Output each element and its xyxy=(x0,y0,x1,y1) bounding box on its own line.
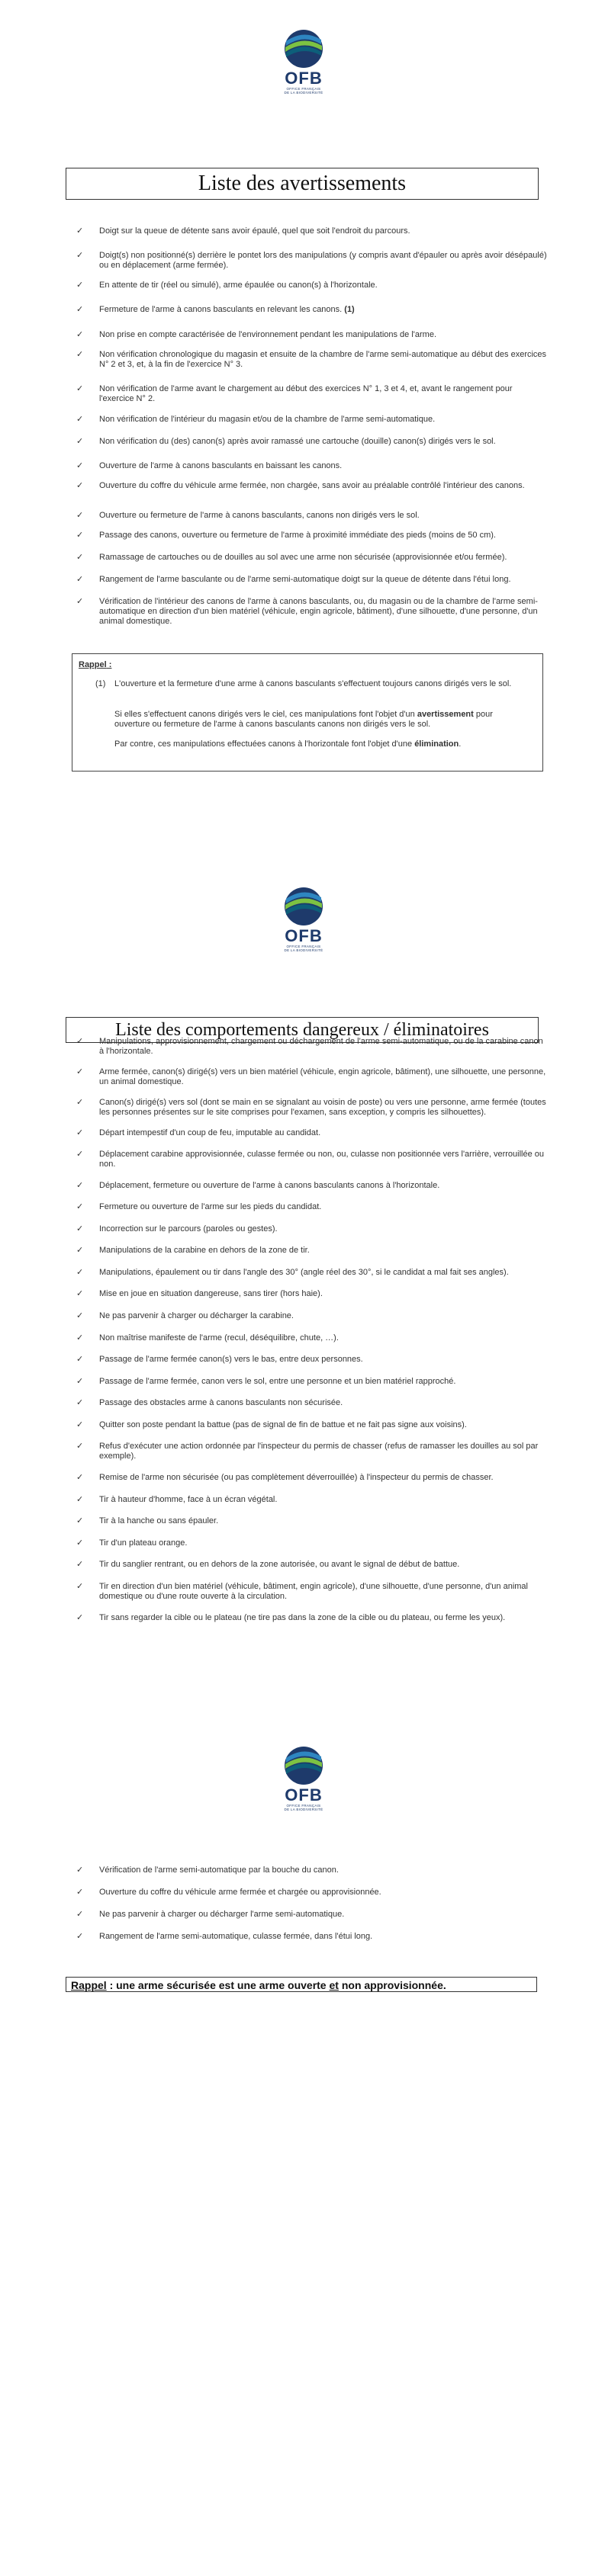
list-item: ✓ Non maîtrise manifeste de l'arme (recul, déséquilibre, chute, …). xyxy=(76,1333,339,1343)
check-icon: ✓ xyxy=(76,1613,84,1622)
logo-subtitle-2: DE LA BIODIVERSITÉ xyxy=(284,91,323,95)
check-icon: ✓ xyxy=(76,461,84,470)
list-item: ✓ Passage des obstacles arme à canons basculants non sécurisée. xyxy=(76,1398,343,1407)
logo-subtitle-2: DE LA BIODIVERSITÉ xyxy=(284,1808,323,1811)
rappel-note-3: Par contre, ces manipulations effectuées canons à l'horizontale font l'objet d'une élimination. xyxy=(114,739,462,749)
check-icon: ✓ xyxy=(76,1037,84,1046)
check-icon: ✓ xyxy=(76,226,84,236)
list-item: ✓ Ouverture de l'arme à canons basculants en baissant les canons. xyxy=(76,461,343,470)
check-icon: ✓ xyxy=(76,1932,84,1941)
logo-subtitle-1: OFFICE FRANÇAIS xyxy=(286,945,321,948)
eliminatoires-list xyxy=(76,1037,549,1634)
rappel-note-2: Si elles s'effectuent canons dirigés vers le ciel, ces manipulations font l'objet d'un avertissement pour ouverture ou fermeture de l'arme à canons basculants canons non dirigés vers le sol. xyxy=(114,710,493,729)
logo-wordmark: OFB xyxy=(285,69,323,88)
check-icon: ✓ xyxy=(76,1311,84,1320)
list-item: ✓ Départ intempestif d'un coup de feu, imputable au candidat. xyxy=(76,1128,321,1137)
check-icon: ✓ xyxy=(76,1442,84,1451)
check-icon: ✓ xyxy=(76,511,84,520)
page-title: Liste des comportements dangereux / éliminatoires xyxy=(66,1017,539,1043)
list-item: ✓ Arme fermée, canon(s) dirigé(s) vers un bien matériel (véhicule, engin agricole, bâtiment), une silhouette, une personne, un animal domestique. xyxy=(76,1067,546,1086)
ofb-logo xyxy=(281,1746,327,1811)
list-item: ✓ Rangement de l'arme semi-automatique, culasse fermée, dans l'étui long. xyxy=(76,1932,373,1941)
check-icon: ✓ xyxy=(76,1098,84,1107)
check-icon: ✓ xyxy=(76,437,84,446)
ofb-logo xyxy=(281,887,327,952)
list-item: ✓ Passage des canons, ouverture ou fermeture de l'arme à proximité immédiate des pieds (moins de 50 cm). xyxy=(76,531,496,540)
check-icon: ✓ xyxy=(76,1181,84,1190)
list-item: ✓ Non vérification de l'arme avant le chargement au début des exercices N° 1, 3 et 4, et, avant le rangement pour l'exercice N° 2. xyxy=(76,384,513,403)
list-item: ✓ En attente de tir (réel ou simulé), arme épaulée ou canon(s) à l'horizontale. xyxy=(76,281,378,290)
list-item: ✓ Ouverture du coffre du véhicule arme fermée, non chargée, sans avoir au préalable contrôlé l'intérieur des canons. xyxy=(76,481,525,490)
list-item: ✓ Fermeture de l'arme à canons basculants en relevant les canons. (1) xyxy=(76,305,355,314)
list-item: ✓ Vérification de l'intérieur des canons de l'arme à canons basculants, ou, du magasin ou de la chambre de l'arme semi-automatique en direction d'un bien matériel (véhicule, engin agricole, bâtiment), d'une silhouette, d'une personne, d'un animal domestique. xyxy=(76,597,538,626)
check-icon: ✓ xyxy=(76,1128,84,1137)
rappel-box: Rappel : (1) L'ouverture et la fermeture d'une arme à canons basculants s'effectuent toujours canons dirigés vers le sol. Si elles s'effectuent canons dirigés vers le ciel, ces manipulations font l'objet d'un avertissement pour ouverture ou fermeture de l'arme à canons basculants canons non dirigés vers le sol. Par contre, ces manipulations effectuées canons à l'horizontale font l'objet d'une élimination. xyxy=(72,653,543,772)
logo-subtitle-1: OFFICE FRANÇAIS xyxy=(286,87,321,91)
check-icon: ✓ xyxy=(76,350,84,359)
check-icon: ✓ xyxy=(76,1888,84,1897)
list-item: ✓ Tir en direction d'un bien matériel (véhicule, bâtiment, engin agricole), d'une silhouette, d'une personne, d'un animal domestique ou d'une route ouverte à la circulation. xyxy=(76,1582,528,1601)
list-item: ✓ Ramassage de cartouches ou de douilles au sol avec une arme non sécurisée (approvisionnée et/ou fermée). xyxy=(76,553,507,562)
check-icon: ✓ xyxy=(76,1355,84,1364)
check-icon: ✓ xyxy=(76,1067,84,1076)
check-icon: ✓ xyxy=(76,481,84,490)
footnote-ref: (1) xyxy=(344,305,355,314)
check-icon: ✓ xyxy=(76,1495,84,1504)
check-icon: ✓ xyxy=(76,1910,84,1919)
list-item: ✓ Incorrection sur le parcours (paroles ou gestes). xyxy=(76,1224,278,1233)
rappel-banner: Rappel : une arme sécurisée est une arme ouverte et non approvisionnée. xyxy=(66,1977,537,1992)
list-item: ✓ Tir à la hanche ou sans épauler. xyxy=(76,1516,219,1525)
check-icon: ✓ xyxy=(76,1560,84,1569)
list-item: ✓ Passage de l'arme fermée canon(s) vers le bas, entre deux personnes. xyxy=(76,1355,363,1364)
list-item: ✓ Refus d'exécuter une action ordonnée par l'inspecteur du permis de chasser (refus de ramasser les douilles au sol par exemple). xyxy=(76,1442,539,1461)
list-item: ✓ Ouverture ou fermeture de l'arme à canons basculants, canons non dirigés vers le sol. xyxy=(76,511,420,520)
list-item: ✓ Tir d'un plateau orange. xyxy=(76,1538,188,1548)
check-icon: ✓ xyxy=(76,1582,84,1591)
rappel-label: Rappel xyxy=(71,1979,107,1991)
list-item: ✓ Déplacement, fermeture ou ouverture de l'arme à canons basculants canons à l'horizontale. xyxy=(76,1181,440,1190)
ofb-logo xyxy=(281,29,327,95)
check-icon: ✓ xyxy=(76,1377,84,1386)
eliminatoires-list-continued xyxy=(76,1865,549,1954)
check-icon: ✓ xyxy=(76,1150,84,1159)
list-item: ✓ Passage de l'arme fermée, canon vers le sol, entre une personne et un bien matériel rapproché. xyxy=(76,1377,456,1386)
list-item: ✓ Tir à hauteur d'homme, face à un écran végétal. xyxy=(76,1495,278,1504)
list-item: ✓ Quitter son poste pendant la battue (pas de signal de fin de battue et ne fait pas signe aux voisins). xyxy=(76,1420,467,1429)
list-item: ✓ Non prise en compte caractérisée de l'environnement pendant les manipulations de l'arme. xyxy=(76,330,437,339)
list-item: ✓ Rangement de l'arme basculante ou de l'arme semi-automatique doigt sur la queue de détente dans l'étui long. xyxy=(76,575,511,584)
check-icon: ✓ xyxy=(76,1538,84,1548)
list-item: ✓ Non vérification de l'intérieur du magasin et/ou de la chambre de l'arme semi-automatique. xyxy=(76,415,436,424)
list-item: ✓ Déplacement carabine approvisionnée, culasse fermée ou non, ou, culasse non positionnée vers l'arrière, verrouillée ou non. xyxy=(76,1150,544,1169)
list-item: ✓ Manipulations, épaulement ou tir dans l'angle des 30° (angle réel des 30°, si le candidat a mal fait ses angles). xyxy=(76,1268,509,1277)
list-item: ✓ Ne pas parvenir à charger ou décharger la carabine. xyxy=(76,1311,294,1320)
rappel-label: Rappel xyxy=(79,660,107,669)
logo-wordmark: OFB xyxy=(285,1785,323,1804)
check-icon: ✓ xyxy=(76,330,84,339)
list-item: ✓ Doigt(s) non positionné(s) derrière le pontet lors des manipulations (y compris avant d'épauler ou après avoir désépaulé) ou en déplacement (arme fermée). xyxy=(76,251,547,270)
check-icon: ✓ xyxy=(76,281,84,290)
list-item: ✓ Remise de l'arme non sécurisée (ou pas complètement déverrouillée) à l'inspecteur du permis de chasser. xyxy=(76,1473,494,1482)
check-icon: ✓ xyxy=(76,1268,84,1277)
check-icon: ✓ xyxy=(76,1289,84,1298)
check-icon: ✓ xyxy=(76,1202,84,1211)
list-item: ✓ Manipulations, approvisionnement, chargement ou déchargement de l'arme semi-automatique, ou de la carabine canon à l'horizontale. xyxy=(76,1037,543,1056)
list-item: ✓ Doigt sur la queue de détente sans avoir épaulé, quel que soit l'endroit du parcours. xyxy=(76,226,410,236)
check-icon: ✓ xyxy=(76,1516,84,1525)
list-item: ✓ Fermeture ou ouverture de l'arme sur les pieds du candidat. xyxy=(76,1202,322,1211)
list-item: ✓ Ouverture du coffre du véhicule arme fermée et chargée ou approvisionnée. xyxy=(76,1888,381,1897)
avertissements-list xyxy=(76,226,549,632)
ofb-logo-icon xyxy=(284,887,323,926)
check-icon: ✓ xyxy=(76,1420,84,1429)
check-icon: ✓ xyxy=(76,531,84,540)
list-item: ✓ Tir sans regarder la cible ou le plateau (ne tire pas dans la zone de la cible ou du plateau, ou ferme les yeux). xyxy=(76,1613,506,1622)
check-icon: ✓ xyxy=(76,251,84,260)
check-icon: ✓ xyxy=(76,1224,84,1233)
check-icon: ✓ xyxy=(76,1865,84,1875)
check-icon: ✓ xyxy=(76,384,84,393)
list-item: ✓ Canon(s) dirigé(s) vers sol (dont se main en se signalant au voisin de poste) ou vers une personne, arme fermée (toutes les personnes présentes sur le site comprises pour l'examen, sans exception, y compris les silhouettes). xyxy=(76,1098,546,1117)
logo-subtitle-1: OFFICE FRANÇAIS xyxy=(286,1804,321,1808)
list-item: ✓ Vérification de l'arme semi-automatique par la bouche du canon. xyxy=(76,1865,339,1875)
ofb-logo-icon xyxy=(284,1746,323,1785)
check-icon: ✓ xyxy=(76,597,84,606)
list-item: ✓ Tir du sanglier rentrant, ou en dehors de la zone autorisée, ou avant le signal de début de battue. xyxy=(76,1560,460,1569)
check-icon: ✓ xyxy=(76,1246,84,1255)
list-item: ✓ Non vérification chronologique du magasin et ensuite de la chambre de l'arme semi-automatique au début des exercices N° 2 et 3, et, à la fin de l'exercice N° 3. xyxy=(76,350,547,369)
check-icon: ✓ xyxy=(76,1333,84,1343)
page-title: Liste des avertissements xyxy=(66,168,539,200)
check-icon: ✓ xyxy=(76,575,84,584)
check-icon: ✓ xyxy=(76,415,84,424)
list-item: ✓ Mise en joue en situation dangereuse, sans tirer (hors haie). xyxy=(76,1289,323,1298)
check-icon: ✓ xyxy=(76,1398,84,1407)
list-item: ✓ Manipulations de la carabine en dehors de la zone de tir. xyxy=(76,1246,310,1255)
list-item: ✓ Non vérification du (des) canon(s) après avoir ramassé une cartouche (douille) canon(s) dirigés vers le sol. xyxy=(76,437,496,446)
ofb-logo-icon xyxy=(284,29,323,69)
check-icon: ✓ xyxy=(76,1473,84,1482)
check-icon: ✓ xyxy=(76,553,84,562)
check-icon: ✓ xyxy=(76,305,84,314)
logo-wordmark: OFB xyxy=(285,926,323,945)
list-item: ✓ Ne pas parvenir à charger ou décharger l'arme semi-automatique. xyxy=(76,1910,345,1919)
logo-subtitle-2: DE LA BIODIVERSITÉ xyxy=(284,948,323,952)
